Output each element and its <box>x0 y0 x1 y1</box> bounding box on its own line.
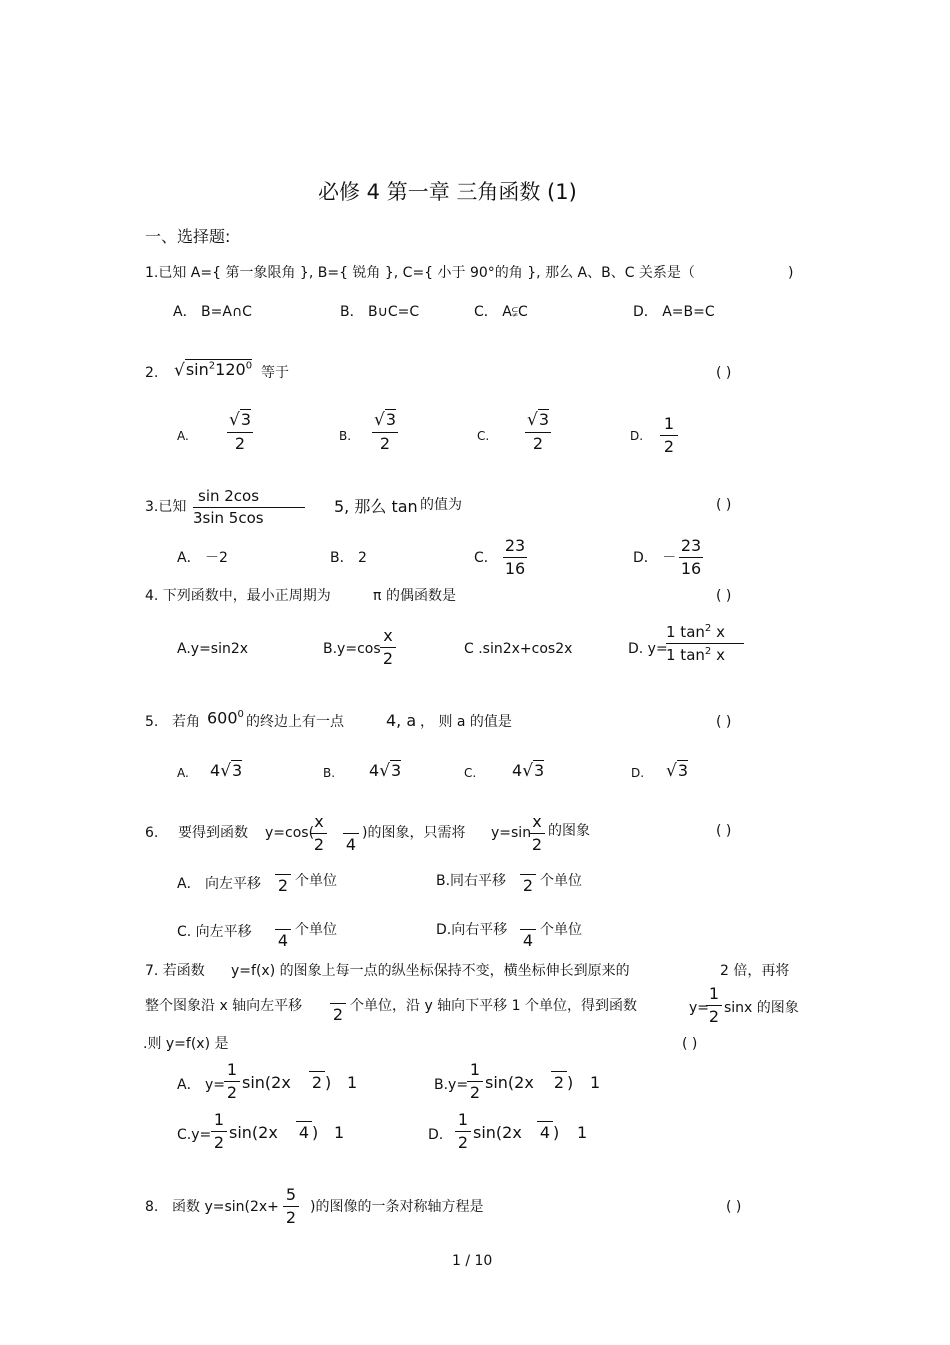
q4-option-c[interactable]: C .sin2x+cos2x <box>464 641 573 657</box>
q7-d-frac: 4 <box>537 1118 553 1141</box>
q7-option-d[interactable]: D. <box>428 1127 444 1143</box>
q3-option-b[interactable]: B． 2 <box>330 550 367 566</box>
q7-line1-b: y=f(x) 的图象上每一点的纵坐标保持不变，横坐标伸长到原来的 <box>231 963 630 979</box>
q6-option-d[interactable]: D.向右平移 <box>436 922 508 938</box>
q2-number: 2. <box>145 365 159 381</box>
q4-pi: π <box>373 588 382 604</box>
q3-number: 3.已知 <box>145 499 187 515</box>
q6-mid: )的图象，只需将 <box>362 825 466 841</box>
q2-label-b[interactable]: B. <box>339 429 352 443</box>
q7-b-sin: sin(2x <box>485 1073 534 1092</box>
radical-icon: √ <box>228 410 240 430</box>
q7-a-one: 1 <box>347 1073 358 1092</box>
q6-option-a-unit: 个单位 <box>295 873 337 889</box>
q6-option-c-frac: 4 <box>275 926 291 949</box>
q5-stem: 若角 <box>172 714 200 730</box>
q1-option-b[interactable]: B． B∪C=C <box>340 304 420 320</box>
q6-option-a-frac: 2 <box>275 871 291 894</box>
q8-number: 8. <box>145 1199 159 1215</box>
q6-func2: y=sin <box>491 825 532 841</box>
q6-option-d-unit: 个单位 <box>540 922 582 938</box>
q7-line2-b: 个单位，沿 y 轴向下平移 1 个单位，得到函数 <box>350 998 637 1014</box>
q5-option-b[interactable]: 4√3 <box>369 761 402 781</box>
q3-tail: 的值为 <box>420 497 462 513</box>
q4-option-b-fraction: x 2 <box>380 628 396 667</box>
q7-a-sin: sin(2x <box>242 1073 291 1092</box>
q7-line2-d: sinx 的图象 <box>724 1000 799 1016</box>
q5-label-d[interactable]: D. <box>631 766 645 780</box>
q4-tail: 的偶函数是 <box>386 588 456 604</box>
q7-c-half: 1 2 <box>211 1112 227 1151</box>
q4-option-d-fraction: 1 $\tan^2 x$ 1 $\tan^2 x$ <box>666 624 744 663</box>
q7-option-a[interactable]: A． y= <box>177 1077 226 1093</box>
q3-fraction: sin 2cos 3sin 5cos <box>193 489 305 526</box>
q3-mid: 5, 那么 tan <box>334 497 418 516</box>
q8-stem: 函数 y=sin(2x+ <box>172 1199 279 1215</box>
q7-d-one: 1 <box>577 1123 588 1142</box>
q7-line3: .则 y=f(x) 是 <box>143 1036 229 1052</box>
q4-option-a[interactable]: A.y=sin2x <box>177 641 249 657</box>
q6-option-b-frac: 2 <box>520 871 536 894</box>
q7-line1-a: 7. 若函数 <box>145 963 205 979</box>
q7-b-frac: 2 <box>551 1068 567 1091</box>
q2-expression: $√\sin^2120^0$ <box>174 360 253 381</box>
q6-option-b[interactable]: B.同右平移 <box>436 873 507 889</box>
q4-option-b[interactable]: B.y=cos <box>323 641 381 657</box>
q4-paren: ( ) <box>716 588 732 604</box>
q2-label-a[interactable]: A. <box>177 429 189 443</box>
q7-c-sin: sin(2x <box>229 1123 278 1142</box>
q7-option-c[interactable]: C.y= <box>177 1127 212 1143</box>
q7-d-close: ) <box>553 1123 560 1142</box>
q4-stem: 4. 下列函数中，最小正周期为 <box>145 588 331 604</box>
q5-option-a[interactable]: 4√3 <box>210 761 243 781</box>
q4-option-d[interactable]: D. y= <box>628 641 668 657</box>
q8-tail: )的图像的一条对称轴方程是 <box>310 1199 484 1215</box>
q2-label-c[interactable]: C. <box>477 429 490 443</box>
q5-paren: ( ) <box>716 714 732 730</box>
q6-frac-x2b: x 2 <box>529 814 545 853</box>
radical-icon: √ <box>174 360 185 381</box>
q6-option-a[interactable]: A． 向左平移 <box>177 876 262 892</box>
q5-mid: 的终边上有一点 <box>246 714 344 730</box>
page-number: 1 / 10 <box>452 1253 493 1269</box>
q5-label-c[interactable]: C. <box>464 766 477 780</box>
q7-a-close: ) <box>325 1073 332 1092</box>
q2-tail: 等于 <box>261 365 289 381</box>
q7-c-close: ) <box>312 1123 319 1142</box>
q7-a-half: 1 2 <box>224 1062 240 1101</box>
q7-paren: ( ) <box>682 1036 698 1052</box>
radical-icon: √ <box>526 410 538 430</box>
q6-stem: 要得到函数 <box>178 825 248 841</box>
radical-icon: √ <box>373 410 385 430</box>
q2-option-a[interactable]: √3 2 <box>228 410 252 453</box>
page-title: 必修 4 第一章 三角函数 (1) <box>318 180 577 204</box>
radical-icon: √ <box>220 761 232 781</box>
q6-func1: y=cos( <box>265 825 315 841</box>
q2-label-d[interactable]: D. <box>630 429 644 443</box>
q3-paren: ( ) <box>716 497 732 513</box>
section-heading: 一、选择题: <box>145 227 231 246</box>
q6-option-c[interactable]: C. 向左平移 <box>177 924 252 940</box>
q5-label-b[interactable]: B. <box>323 766 336 780</box>
q1-option-c[interactable]: C． A⫋C <box>474 304 528 320</box>
q6-number: 6. <box>145 825 159 841</box>
q6-option-c-unit: 个单位 <box>295 922 337 938</box>
q3-option-d[interactable]: D． － <box>633 550 677 566</box>
q1-option-d[interactable]: D． A=B=C <box>633 304 715 320</box>
q6-option-b-unit: 个单位 <box>540 873 582 889</box>
q2-paren: ( ) <box>716 365 732 381</box>
q1-option-a[interactable]: A． B=A∩C <box>173 304 252 320</box>
q3-option-c[interactable]: C． <box>474 550 498 566</box>
q3-option-a[interactable]: A． －2 <box>177 550 228 566</box>
radical-icon: √ <box>379 761 391 781</box>
radical-icon: √ <box>666 761 677 781</box>
q8-paren: ( ) <box>726 1199 742 1215</box>
q6-tail: 的图象 <box>548 823 590 839</box>
q7-line2-c: y= <box>689 1000 710 1016</box>
q2-option-d[interactable]: 1 2 <box>660 416 678 455</box>
q7-a-frac: 2 <box>309 1068 325 1091</box>
q5-option-c[interactable]: 4√3 <box>512 761 545 781</box>
q8-frac: 5 2 <box>283 1187 299 1226</box>
q2-option-c[interactable]: √3 2 <box>526 410 550 453</box>
q5-angle: $600^0$ <box>207 708 244 728</box>
q1-paren-close: ) <box>788 265 794 281</box>
radical-icon: √ <box>522 761 534 781</box>
q7-d-sin: sin(2x <box>473 1123 522 1142</box>
q3-option-c-value: 23 16 <box>504 536 526 578</box>
q7-b-one: 1 <box>590 1073 601 1092</box>
q5-label-a[interactable]: A. <box>177 766 189 780</box>
q7-c-one: 1 <box>334 1123 345 1142</box>
q6-frac-pi4: 4 <box>343 814 359 853</box>
q5-point: 4, a <box>386 711 417 730</box>
q1-stem: 1.已知 A={ 第一象限角 }, B={ 锐角 }, C={ 小于 90°的角 }, 那么 A、B、C 关系是（ <box>145 265 695 281</box>
q7-line1-c: 2 倍，再将 <box>720 963 790 979</box>
q6-frac-x2: x 2 <box>311 814 327 853</box>
q5-tail: ， 则 a 的值是 <box>420 714 512 730</box>
q7-b-close: ) <box>567 1073 574 1092</box>
q7-option-b[interactable]: B.y= <box>434 1077 469 1093</box>
q7-b-half: 1 2 <box>467 1062 483 1101</box>
q5-option-d[interactable]: √3 <box>666 761 689 781</box>
q6-option-d-frac: 4 <box>520 926 536 949</box>
q6-paren: ( ) <box>716 823 732 839</box>
q5-number: 5. <box>145 714 159 730</box>
q3-option-d-value: 23 16 <box>680 536 702 578</box>
q7-line2-frac: 2 <box>330 1000 346 1023</box>
q7-d-half: 1 2 <box>455 1112 471 1151</box>
q7-c-frac: 4 <box>296 1118 312 1141</box>
q7-line2-a: 整个图象沿 x 轴向左平移 <box>145 998 303 1014</box>
q7-line2-half: 1 2 <box>706 986 722 1025</box>
q2-option-b[interactable]: √3 2 <box>373 410 397 453</box>
